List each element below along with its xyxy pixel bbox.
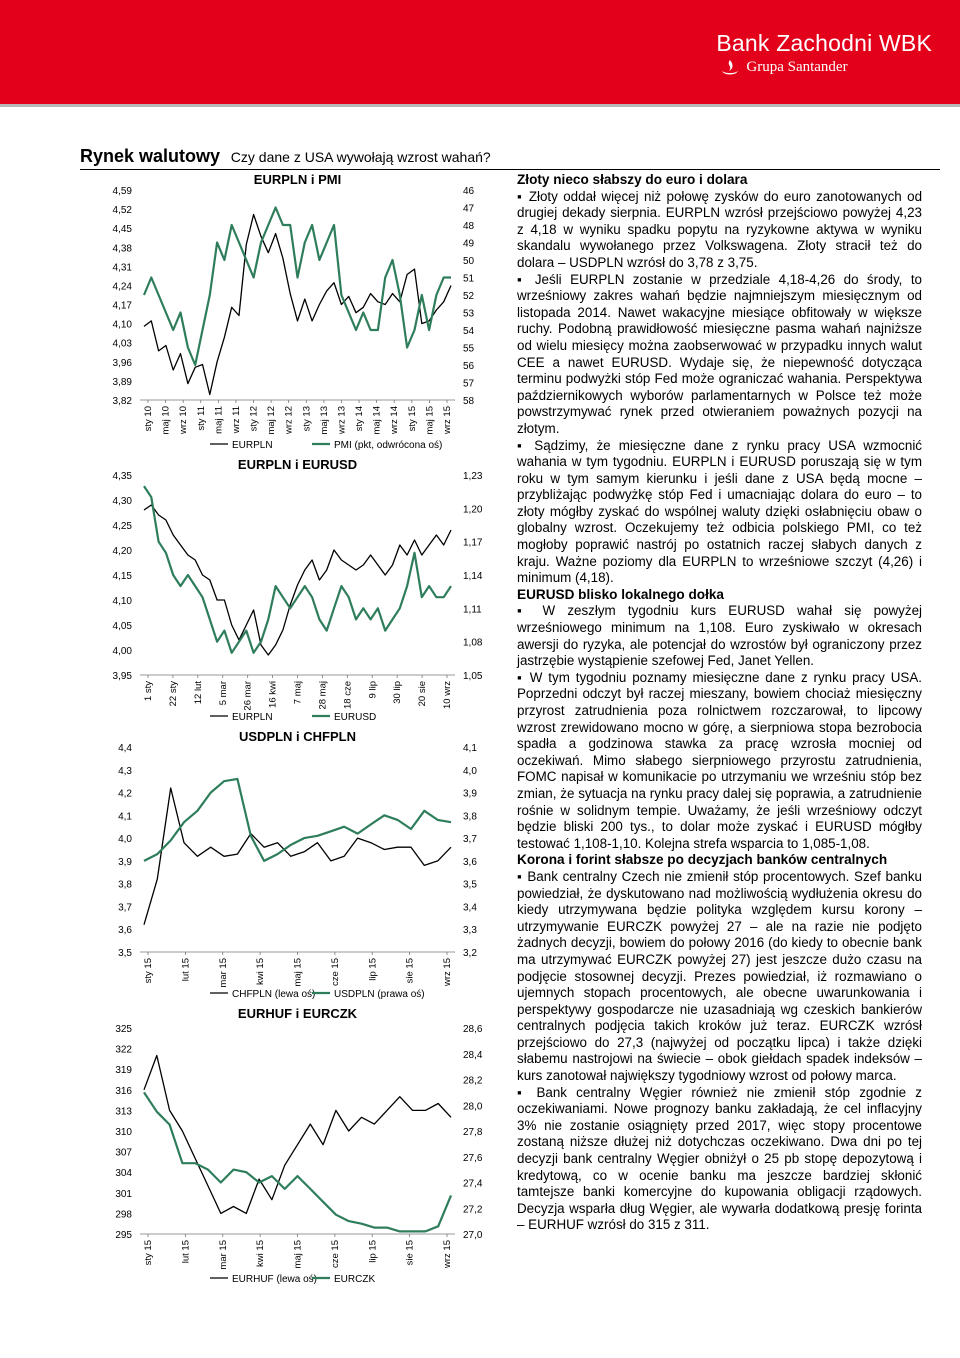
left-tick-label: 4,3 [118,765,132,777]
article-para-6: ▪ Bank centralny Czech nie zmienił stóp procentowych. Szef banku powiedział, że dyskutowano nad możliwością wydłużenia okresu do kiedy utrzymywana będzie polityka względem kursu korony – utrzymywanie EURCZK powyżej 27 – ale na razie nie podjęto żadnych decyzji, bowiem do połowy 2016 (do kiedy to obecnie bank ma utrzymywać EURCZK powyżej 27) jest jeszcze dużo czasu na podjęcie stosownej decyzji. Prezes powiedział, iż rozmawiano o ujemnych stopach procentowych, ale obecne uwarunkowania i perspektywy gospodarcze nie uzasadniają wg czeskich bankierów centralnych podjęcia takich kroków już teraz. EURCZK wzrósł przejściowo do 27,3 (najwyżej od początku lipca) i także dzięki słabemu nastrojowi na świecie – obok giełdach spadek indeksów – kurs zanotował największy tygodniowy wzrost od połowy marca. [517,869,922,1085]
right-tick-label: 54 [463,326,475,337]
left-tick-label: 4,00 [112,646,132,657]
article-para-2: ▪ Jeśli EURPLN zostanie w przedziale 4,18-4,26 do środy, to wrześniowy zakres wahań będzie najmniejszym miesięcznym od listopada 2014. Nawet wakacyjne miesiące obfitowały w większe ruchy. Podobną prawidłowość miesięczne pasma wahań najniższe od wielu miesięcy można zaobserwować w przypadku innych walut CEE a nawet EURUSD. Wydaje się, że niepewność dotycząca terminu podwyżki stóp Fed może ograniczać wahania. Perspektywa październikowych wyborów parlamentarnych w Polsce też może powstrzymywać rynek przed otwieraniem poważnych pozycji na złotym. [517,272,922,438]
right-tick-label: 28,0 [463,1101,483,1113]
right-tick-label: 52 [463,291,475,302]
left-tick-label: 3,89 [112,376,132,388]
chart-eurhuf-eurczk-svg [80,1004,500,1294]
left-tick-label: 304 [115,1168,132,1180]
x-tick-label: wrz 12 [283,406,295,434]
legend-label: EURPLN [232,712,273,723]
right-tick-label: 1,23 [463,471,483,482]
x-tick-label: sty 14 [354,406,366,432]
x-tick-label: 22 sty [167,681,179,707]
right-tick-label: 51 [463,273,475,285]
left-tick-label: 319 [115,1065,132,1077]
x-tick-label: maj 15 [292,958,304,987]
left-tick-label: 295 [115,1230,132,1241]
x-tick-label: mar 15 [217,1240,229,1270]
x-tick-label: maj 12 [266,406,278,435]
chart-eurpln-eurusd-svg [80,455,500,733]
legend-label: EURCZK [334,1274,376,1285]
left-tick-label: 3,95 [112,671,132,682]
right-tick-label: 27,8 [463,1127,483,1138]
x-tick-label: wrz 15 [442,406,453,434]
left-tick-label: 4,20 [112,546,132,557]
right-tick-label: 28,6 [463,1024,483,1035]
x-tick-label: maj 10 [160,406,172,435]
x-tick-label: cze 15 [329,1240,341,1268]
left-tick-label: 322 [115,1044,132,1056]
right-tick-label: 55 [463,343,475,355]
x-tick-label: sty 15 [406,406,418,432]
series-line-primary [144,215,451,395]
x-tick-label: sty 15 [143,958,154,984]
left-tick-label: 3,82 [112,396,132,407]
section-heading [80,146,940,167]
right-tick-label: 28,4 [463,1049,483,1061]
right-tick-label: 46 [463,186,475,197]
left-tick-label: 301 [115,1188,132,1200]
x-tick-label: maj 15 [292,1240,304,1269]
x-tick-label: wrz 10 [178,406,190,434]
right-tick-label: 3,8 [463,811,477,823]
right-tick-label: 3,5 [463,879,477,891]
left-tick-label: 3,8 [118,879,132,891]
series-line-primary [144,788,451,925]
section-title: Rynek walutowy [80,146,221,166]
x-tick-label: maj 11 [213,406,225,434]
section-subtitle: Czy dane z USA wywołają wzrost wahań? [230,149,491,165]
series-line-secondary [144,486,451,653]
x-tick-label: 9 lip [367,681,379,699]
legend-label: EURPLN [232,440,273,451]
legend-label: PMI (pkt, odwrócona oś) [334,440,443,451]
left-tick-label: 4,31 [112,262,132,274]
right-tick-label: 49 [463,238,475,250]
right-tick-label: 3,3 [463,925,477,937]
x-tick-label: lut 15 [180,958,192,982]
article-para-7: ▪ Bank centralny Węgier również nie zmienił stóp zgodnie z oczekiwaniami. Nowe prognozy banku zakładają, że cel inflacyjny 3% nie zostanie osiągnięty przed 2017, więc stopy procentowe zostaną niższe dłużej niż dotychczas oczekiwano. Dwa dni po tej decyzji bank centralny Węgier obniżył o 25 pb stopę depozytową i kredytową, co w ocenie banku ma jeszcze bardziej skłonić tamtejsze banki komercyjne do kupowania obligacji rządowych. Decyzja wsparła dług Węgier, ale wywarła dodatkową presję forinta – EURHUF wzrósł do 315 z 311. [517,1085,922,1234]
left-tick-label: 3,9 [118,856,132,868]
right-tick-label: 28,2 [463,1075,483,1087]
santander-flame-icon [720,59,740,77]
left-tick-label: 3,7 [118,902,132,914]
x-tick-label: 26 mar [242,681,254,711]
x-tick-label: mar 15 [217,958,229,988]
right-tick-label: 1,08 [463,637,483,649]
x-tick-label: maj 15 [424,406,436,435]
right-tick-label: 1,20 [463,504,483,516]
right-tick-label: 48 [463,221,475,232]
x-tick-label: 28 maj [317,681,329,710]
left-tick-label: 4,35 [112,471,132,482]
x-tick-label: 7 maj [292,681,304,705]
x-tick-label: 1 sty [143,681,154,702]
right-tick-label: 3,7 [463,834,477,846]
right-tick-label: 53 [463,308,475,320]
right-tick-label: 27,4 [463,1178,483,1190]
right-tick-label: 47 [463,203,475,215]
right-tick-label: 1,11 [463,604,482,616]
chart-eurpln-pmi [80,170,500,460]
x-tick-label: 12 lut [192,681,204,705]
x-tick-label: 18 cze [342,681,354,709]
right-tick-label: 27,0 [463,1230,483,1241]
right-tick-label: 4,0 [463,765,477,777]
x-tick-label: maj 14 [371,406,383,435]
right-tick-label: 1,05 [463,671,483,682]
series-line-primary [144,1056,451,1214]
article-para-4: ▪ W zeszłym tygodniu kurs EURUSD wahał się powyżej wrześniowego minimum na 1,108. Euro zyskiwało w okresach awersji do ryzyka, ale potencjał do wzrostów był ograniczony przez jastrzębie wystąpienie szefowej Fed, Janet Yellen. [517,603,922,669]
left-tick-label: 316 [115,1085,132,1097]
left-tick-label: 3,96 [112,357,132,369]
article-para-3: ▪ Sądzimy, że miesięczne dane z rynku pracy USA wzmocnić wahania w tym tygodniu. EURPLN i EURUSD poruszają się w tym roku w tym samym kierunku i jeśli dane z USA będą mocne – przybliżając podwyżkę stóp Fed i umacniając dolara do euro – to złoty mógłby zyskać do wspólnej waluty dzięki osłabnięciu obaw o globalny wzrost. Oczekujemy też odbicia polskiego PMI, co też mogłoby poprawić nastrój po ostatnich raczej słabych danych z kraju. Ważne poziomy dla EURPLN to wrześniowe szczyt (4,26) i minimum (4,18). [517,438,922,587]
left-tick-label: 4,05 [112,621,132,632]
chart-eurpln-eurusd [80,455,500,733]
left-tick-label: 4,59 [112,186,132,197]
left-tick-label: 4,03 [112,338,132,350]
series-line-secondary [144,1092,451,1231]
right-tick-label: 57 [463,378,475,390]
group-name-row [716,59,932,76]
x-tick-label: wrz 11 [230,406,242,434]
chart-usdpln-chfpln-svg [80,727,500,1007]
left-tick-label: 4,10 [112,596,132,607]
x-tick-label: 10 wrz [442,681,453,709]
x-tick-label: cze 15 [329,958,341,986]
left-tick-label: 325 [115,1024,132,1035]
left-tick-label: 4,45 [112,224,132,236]
chart-title: EURPLN i PMI [253,172,342,187]
right-tick-label: 1,14 [463,571,483,582]
left-tick-label: 4,30 [112,496,132,507]
right-tick-label: 3,9 [463,788,477,800]
left-tick-label: 4,2 [118,788,132,800]
x-tick-label: kwi 15 [255,1240,267,1267]
article-heading-2: EURUSD blisko lokalnego dołka [517,586,724,602]
left-tick-label: 4,25 [112,521,132,532]
right-tick-label: 3,4 [463,902,477,914]
chart-title: EURPLN i EURUSD [237,457,358,472]
left-tick-label: 310 [115,1127,132,1138]
x-tick-label: kwi 15 [255,958,267,985]
x-tick-label: maj 13 [318,406,330,435]
x-tick-label: sty 12 [248,406,260,432]
left-tick-label: 298 [115,1209,132,1221]
bank-name: Bank Zachodni WBK [716,30,932,56]
chart-title: EURHUF i EURCZK [237,1006,358,1021]
x-tick-label: sty 10 [143,406,154,432]
x-tick-label: sie 15 [404,958,416,984]
right-tick-label: 4,1 [463,743,477,754]
right-tick-label: 3,2 [463,948,477,959]
legend-label: EURHUF (lewa oś) [232,1274,318,1285]
right-tick-label: 56 [463,361,475,372]
x-tick-label: 30 lip [392,681,404,704]
article-column [517,172,922,1234]
left-tick-label: 4,15 [112,571,132,582]
x-tick-label: 5 mar [217,681,229,706]
right-tick-label: 1,17 [463,537,483,549]
x-tick-label: sty 11 [195,406,207,431]
x-tick-label: sty 13 [301,406,313,432]
right-tick-label: 58 [463,396,475,407]
left-tick-label: 4,1 [118,811,132,823]
chart-title: USDPLN i CHFPLN [239,729,356,744]
right-tick-label: 50 [463,256,475,267]
right-tick-label: 27,2 [463,1204,483,1216]
chart-usdpln-chfpln [80,727,500,1007]
x-tick-label: wrz 13 [336,406,348,434]
x-tick-label: wrz 14 [389,406,401,434]
x-tick-label: sty 15 [143,1240,154,1266]
x-tick-label: lip 15 [367,1240,379,1263]
bank-logo [716,30,932,76]
left-tick-label: 4,52 [112,205,132,217]
left-tick-label: 307 [115,1147,132,1159]
chart-eurhuf-eurczk [80,1004,500,1294]
left-tick-label: 4,0 [118,834,132,846]
x-tick-label: lut 15 [180,1240,192,1264]
x-tick-label: wrz 15 [442,1240,453,1268]
legend-label: USDPLN (prawa oś) [334,989,425,1000]
header-divider [0,104,960,107]
article-heading-1: Złoty nieco słabszy do euro i dolara [517,172,748,187]
article-para-5: ▪ W tym tygodniu poznamy miesięczne dane z rynku pracy USA. Poprzedni odczyt był raczej mieszany, bowiem chociaż miesięczny przyrost zatrudnienia poza rolnictwem rozczarował, to lipcowy wzrost zrewidowano mocno w górę, a sierpniowa stopa bezrobocia spadła a godzinowa stawka za pracę wzrosła mocniej od oczekiwań. Mimo słabego sierpniowego przyrostu zatrudnienia, FOMC napisał w komunikacie po utrzymaniu we wrześniu stóp bez zmian, że sytuacja na rynku pracy dalej się poprawia, a zatrudnienie rośnie w solidnym tempie. Uważamy, że jeśli wrześniowy odczyt będzie bliski 200 tys., to dolar może zyskać i EURUSD mógłby testować 1,108-1,10. Kolejna strefa wsparcia to 1,085-1,08. [517,670,922,853]
page-header [0,0,960,107]
x-tick-label: sie 15 [404,1240,416,1266]
left-tick-label: 3,6 [118,925,132,937]
left-tick-label: 3,5 [118,948,132,959]
left-tick-label: 4,4 [118,743,132,754]
x-tick-label: 16 kwi [267,681,279,708]
group-name: Grupa Santander [746,59,848,75]
x-tick-label: lip 15 [367,958,379,981]
right-tick-label: 3,6 [463,856,477,868]
left-tick-label: 4,24 [112,281,132,293]
article-para-1: ▪ Złoty oddał więcej niż połowę zysków do euro zanotowanych od drugiej dekady sierpnia. EURPLN wzrósł przejściowo powyżej 4,23 z 4,18 w wyniku spadku popytu na ryzykowne aktywa w wyniku skandalu wywołanego przez Volkswagena. Złoty stracił też do dolara – USDPLN wzrósł do 3,78 z 3,75. [517,189,922,272]
legend-label: EURUSD [334,712,377,723]
series-line-secondary [144,208,451,366]
x-tick-label: wrz 15 [442,958,453,986]
left-tick-label: 4,10 [112,319,132,331]
left-tick-label: 4,17 [112,300,132,312]
right-tick-label: 27,6 [463,1152,483,1164]
legend-label: CHFPLN (lewa oś) [232,989,316,1000]
left-tick-label: 313 [115,1106,132,1118]
article-heading-3: Korona i forint słabsze po decyzjach banków centralnych [517,852,888,868]
chart-eurpln-pmi-svg [80,170,500,460]
x-tick-label: 20 sie [417,681,429,707]
left-tick-label: 4,38 [112,243,132,255]
